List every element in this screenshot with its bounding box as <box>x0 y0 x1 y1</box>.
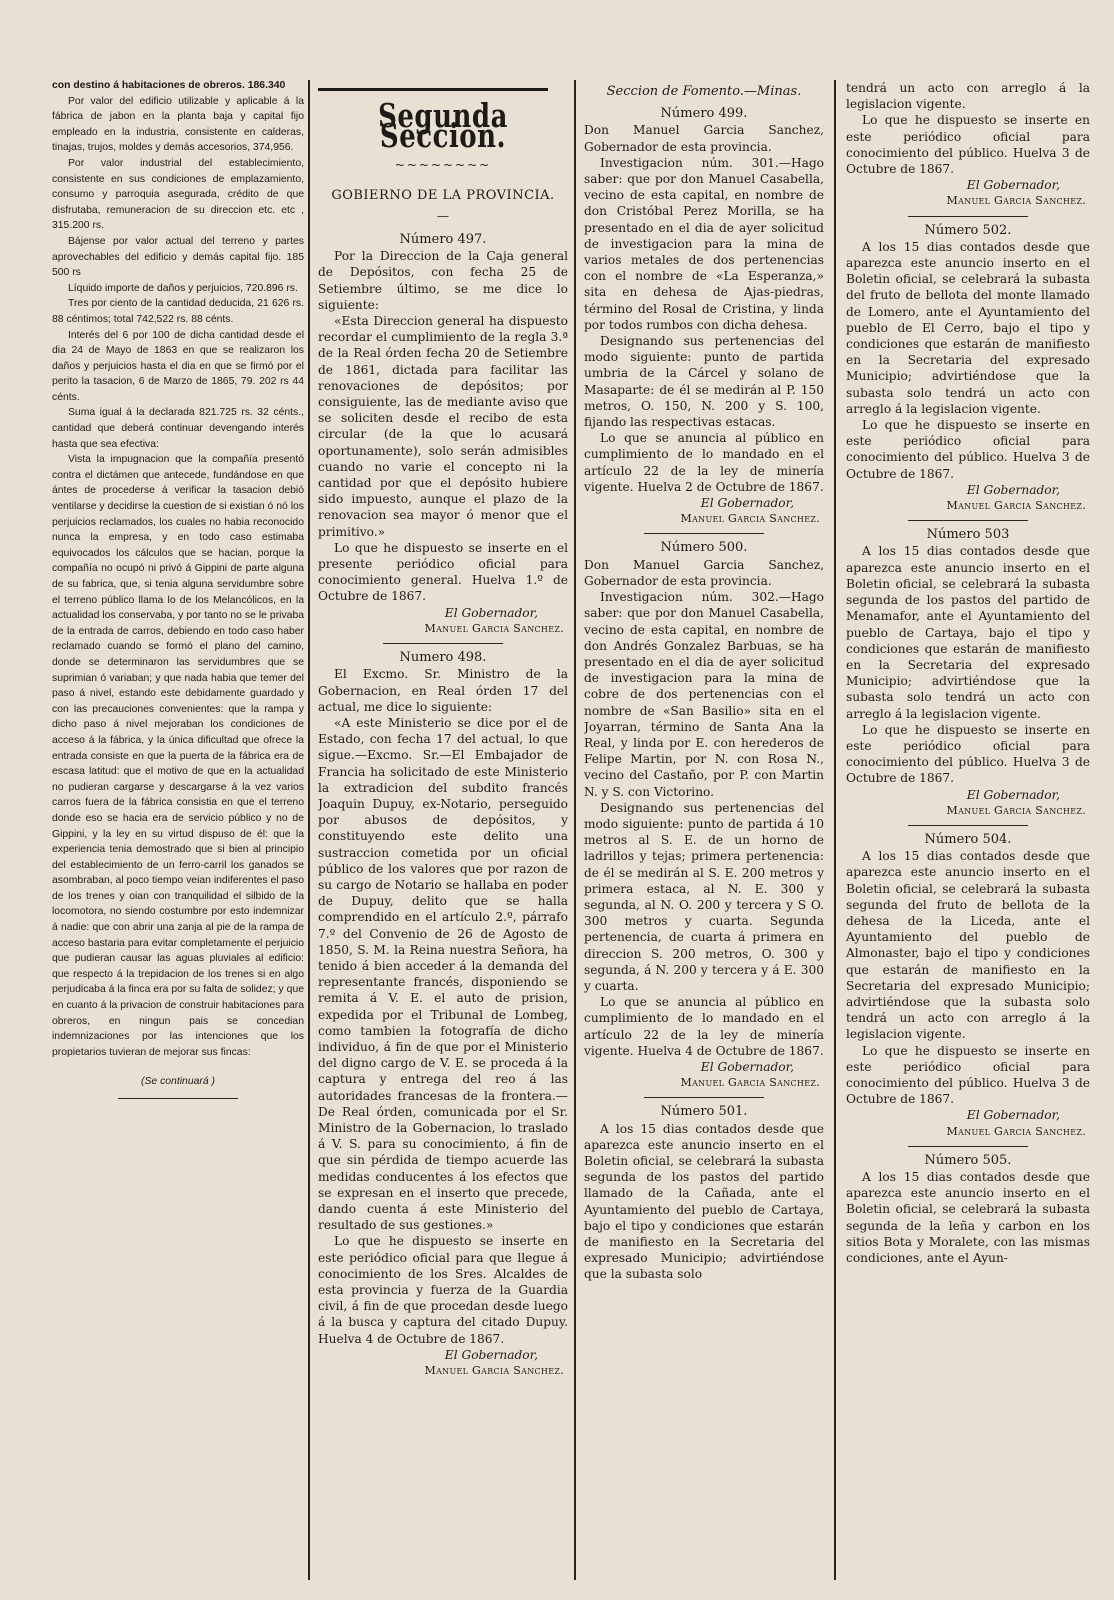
notice-number: Número 497. <box>399 232 487 248</box>
notice-number: Numero 498. <box>399 650 487 666</box>
signature-name: Manuel Garcia Sanchez. <box>424 1364 564 1378</box>
divider <box>318 88 548 91</box>
paragraph: Lo que he dispuesto se inserte en este periódico oficial para conocimiento del público. Huelva 3 de Octubre de 1867. <box>846 722 1090 786</box>
paragraph: Designando sus pertenencias del modo siguiente: punto de partida á 10 metros al S. E. de un horno de ladrillos y tejas; primera pertenencia: de él se medirán al S. E. 200 metros y primera estaca, al N. E. 300 y segunda, al N. O. 200 y tercera y S O. 300 metros y cuarta. Segunda pertenencia, de cuarta á primera en direccion S. 200 metros, O. 300 y segunda, á N. 200 y tercera y á E. 300 y cuarta. <box>584 800 824 993</box>
divider <box>644 1097 764 1098</box>
notice-number: Número 505. <box>924 1152 1012 1168</box>
notice-number: Número 500. <box>660 540 748 556</box>
column-3 <box>584 84 824 1588</box>
paragraph: «Esta Direccion general ha dispuesto recordar el cumplimiento de la regla 3.ª de la Real órden fecha 20 de Setiembre de 1861, dictada para facilitar las renovaciones de depósitos; por consiguiente, las de mediante aviso que se soliciten desde el recibo de esta circular (de la que lo acusará oportunamente), solo serán admisibles cuando no varie el concepto ni la cantidad por que el depósito hubiere sido impuesto, aunque el plazo de la renovacion sea mayor ó menor que el primitivo.» <box>318 314 568 539</box>
dash-separator: — <box>436 208 450 223</box>
paragraph: Lo que se anuncia al público en cumplimiento de lo mandado en el artículo 22 de la ley de minería vigente. Huelva 4 de Octubre de 1867. <box>584 995 824 1058</box>
paragraph: tendrá un acto con arreglo á la legislacion vigente. <box>846 81 1090 112</box>
divider <box>908 825 1028 826</box>
paragraph: Vista la impugnacion que la compañía presentó contra el dictámen que antecede, fundándose en que ántes de procederse á verificar la tasacion debió ventilarse y decidirse la cuestion de si existian ó nó los perjuicios reclamados, los cuales no habia reconocido nunca la empresa, y en todo caso estimaba equivocados los cálculos que se hacian, porque la compañía no ocupó ni privó á Gippini de parte alguna de su fabrica, que, si tenia alguna servidumbre sobre el terreno público llama lo de los Melancólicos, en la actualidad los conservaba, y por tanto no se le privaba de la entrada de carros, debiendo en todo caso haber reclamado cuando se formó el plano del camino, donde se determinaron las servidumbres que se suprimian ó variaban; y que nada habia que temer del paso á nivel, estando este debidamente guardado y con las precauciones convenientes: que la rampa y dicho paso á nivel mejoraban los condiciones de acceso á la fábrica, y la única dificultad que ofrece la entrada consiste en que la puerta de la fábrica era de escasa latitud: que el motivo de que en la actualidad no pudieran cargarse y descargarse á la vez varios carros fuera de la fábrica consistia en que el terreno donde eso se hacia era de servicio público y no de Gippini, y la ley en su virtud dispuso de él: que la experiencia tenia demostrado que si bien al principio del establecimiento de un ferro-carril los ganados se asombraban, al poco tiempo veian indiferentes el paso de los trenes y oian con tranquilidad el silbido de la locomotora, no siendo costumbre por esto indemnizar á nadie: que con abrir una zanja al pie de la rampa de acceso bastaria para evitar completamente el perjuicio que pudieran causar las aguas pluviales al edificio: que respecto á la trepidacion de los trenes si en algo perjudicaba á la finca era por su falta de solidez; y que en cuanto á la privacion de construir habitaciones para obreros, en ningun pais se concedian indemnizaciones por las intenciones que los propietarios tuvieran de mejorar sus fincas: <box>52 454 304 1058</box>
signature-title: El Gobernador, <box>700 496 794 511</box>
signature-title: El Gobernador, <box>966 787 1060 802</box>
paragraph: A los 15 dias contados desde que aparezca este anuncio inserto en el Boletin oficial, se celebrará la subasta segunda de la leña y carbon en los sitios Bota y Moralete, con las mismas condiciones, ante el Ayun- <box>846 1170 1090 1266</box>
paragraph: A los 15 dias contados desde que aparezca este anuncio inserto en el Boletin oficial, se celebrará la subasta segunda del fruto de bellota de la dehesa de la Liceda, ante el Ayuntamiento del pueblo de Almonaster, bajo el tipo y condiciones que estarán de manifiesto en la Secretaria del expresado Municipio; advirtiéndose que la subasta solo tendrá un acto con arreglo á la legislacion vigente. <box>846 849 1090 1042</box>
paragraph: Lo que he dispuesto se inserte en este periódico oficial para que llegue á conocimiento de los Sres. Alcaldes de esta provincia y fuerza de la Guardia civil, á fin de que procedan desde luego á la busca y captura del citado Dupuy. Huelva 4 de Octubre de 1867. <box>318 1234 568 1346</box>
paragraph: Lo que he dispuesto se inserte en este periódico oficial para conocimiento del público. Huelva 3 de Octubre de 1867. <box>846 418 1090 481</box>
signature-name: Manuel Garcia Sanchez. <box>946 194 1086 208</box>
signature-title: El Gobernador, <box>444 605 538 620</box>
column-2 <box>318 78 568 1588</box>
notice-number: Número 503 <box>926 527 1010 543</box>
paragraph: A los 15 dias contados desde que aparezca este anuncio inserto en el Boletin oficial, se celebrará la subasta del fruto de bellota del monte llamado de Lomero, ante el Ayuntamiento del pueblo de El Cerro, bajo el tipo y condiciones que estarán de manifiesto en la Secretaria del expresado Municipio; advirtiéndose que la subasta solo tendrá un acto con arreglo á la legislacion vigente. <box>846 239 1090 416</box>
signature-name: Manuel Garcia Sanchez. <box>680 1076 820 1090</box>
divider <box>908 216 1028 217</box>
section-heading: Seccion de Fomento.—Minas. <box>606 84 802 99</box>
divider <box>644 533 764 534</box>
column-rule <box>574 80 576 1580</box>
notice-number: Número 501. <box>660 1104 748 1120</box>
paragraph: El Excmo. Sr. Ministro de la Gobernacion, en Real órden 17 del actual, me dice lo siguiente: <box>318 667 568 714</box>
signature-name: Manuel Garcia Sanchez. <box>946 803 1086 817</box>
notice-number: Número 502. <box>924 222 1012 238</box>
paragraph: Lo que he dispuesto se inserte en este periódico oficial para conocimiento del público. Huelva 3 de Octubre de 1867. <box>846 1043 1090 1107</box>
paragraph: «A este Ministerio se dice por el de Estado, con fecha 17 del actual, lo que sigue.—Excmo. Sr.—El Embajador de Francia ha solicitado de este Ministerio la extradicion del subdito francés Joaquin Dupuy, ex-Notario, perseguido por abusos de depósitos, y constituyendo este delito una sustraccion cometida por un oficial público de los valores que por razon de su cargo de Notario se hallaba en poder de Dupuy, delito que se halla comprendido en el artículo 2.º, párrafo 7.º del Convenio de 26 de Agosto de 1850, S. M. la Reina nuestra Señora, ha tenido á bien acceder á la demanda del representante francés, disponiendo se remita á V. E. el auto de prision, expedida por el Tribunal de Lombeg, como tambien la fotografía de dicho individuo, á fin de que por el Ministerio del digno cargo de V. E. se proceda á la captura y entrega del reo á las autoridades francesas de la frontera.—De Real órden, comunicada por el Sr. Ministro de la Gobernacion, lo traslado á V. S. para su conocimiento, á fin de que sin pérdida de tiempo acuerde las medidas conducentes á los efectos que se expresan en el inserto que precede, dando cuenta á este Ministerio del resultado de sus gestiones.» <box>318 715 568 1233</box>
divider <box>118 1098 238 1099</box>
paragraph: Interés del 6 por 100 de dicha cantidad desde el dia 24 de Mayo de 1863 en que se realizaron los daños y perjuicios hasta el dia en que se firmó por el perito la tasacion, 6 de Marzo de 1865, 79. 202 rs 44 cénts. <box>52 329 304 403</box>
column-rule <box>308 80 310 1580</box>
notice-number: Número 504. <box>924 831 1012 847</box>
signature-title: El Gobernador, <box>966 482 1060 497</box>
signature-name: Manuel Garcia Sanchez. <box>946 499 1086 513</box>
government-heading: GOBIERNO DE LA PROVINCIA. <box>331 187 555 203</box>
paragraph: Lo que se anuncia al público en cumplimiento de lo mandado en el artículo 22 de la ley de minería vigente. Huelva 2 de Octubre de 1867. <box>584 431 824 494</box>
paragraph: Lo que he dispuesto se inserte en el presente periódico oficial para conocimiento general. Huelva 1.º de Octubre de 1867. <box>318 540 568 604</box>
paragraph: A los 15 dias contados desde que aparezca este anuncio inserto en el Boletin oficial, se celebrará la subasta segunda de los pastos del partido llamado de la Cañada, ante el Ayuntamiento del pueblo de Cartaya, bajo el tipo y condiciones que estarán de manifiesto en la Secretaria del expresado Municipio; advirtiéndose que la subasta solo <box>584 1121 824 1282</box>
column-rule <box>834 80 836 1580</box>
column-4 <box>846 80 1090 1588</box>
paragraph: Bájense por valor actual del terreno y partes aprovechables del edificio y demás capital fijo. 185 500 rs <box>52 235 304 279</box>
signature-name: Manuel Garcia Sanchez. <box>680 512 820 526</box>
signature-name: Manuel Garcia Sanchez. <box>424 621 564 635</box>
signature-title: El Gobernador, <box>700 1059 794 1074</box>
paragraph: Investigacion núm. 301.—Hago saber: que por don Manuel Casabella, vecino de esta capital, en nombre de don Cristóbal Perez Morilla, se ha presentado en el dia de ayer solicitud de investigacion para la mina de varios metales de dos pertenencias con el nombre de «La Esperanza,» sita en dehesa de Ajas-piedras, término del Rosal de Cristina, y linda por todos rumbos con dicha dehesa. <box>584 155 824 332</box>
signature-title: El Gobernador, <box>444 1347 538 1362</box>
paragraph: Líquido importe de daños y perjuicios, 720.896 rs. <box>68 282 298 294</box>
section-title: Segunda Seccion. <box>378 98 508 156</box>
paragraph: Investigacion núm. 302.—Hago saber: que por don Manuel Casabella, vecino de esta capital, en nombre de don Andrés Gonzalez Barbuas, se ha presentado en el dia de ayer solicitud de investigacion para la mina de cobre de dos pertenencias con el nombre de «San Basilio» sita en el Joyarran, término de Santa Ana la Real, y linda por E. con herederos de Felipe Martin, por N. con Rosa N., vecino del Castaño, por P. con Martin N. y S. con Victorino. <box>584 590 824 799</box>
paragraph: Don Manuel Garcia Sanchez, Gobernador de esta provincia. <box>584 557 824 588</box>
paragraph: Don Manuel Garcia Sanchez, Gobernador de esta provincia. <box>584 123 824 154</box>
divider <box>908 1146 1028 1147</box>
paragraph: Designando sus pertenencias del modo siguiente: punto de partida umbria de la Cárcel y solano de Masaparte: de él se medirán al P. 150 metros, O. 150, N. 200 y S. 100, fijando las respectivas estacas. <box>584 334 824 430</box>
ornament: ~~~~~~~~ <box>394 158 492 173</box>
signature-name: Manuel Garcia Sanchez. <box>946 1124 1086 1138</box>
paragraph: Por valor industrial del establecimiento, consistente en sus condiciones de emplazamiento, consumo y parroquia asegurada, crédito de que disfrutaba, remuneracion de su direccion etc. etc , 315.200 rs. <box>52 157 304 232</box>
continuation-note: (Se continuará ) <box>141 1076 215 1088</box>
paragraph: Suma igual á la declarada 821.725 rs. 32 cénts., cantidad que deberá continuar devengando interés hasta que sea efectiva: <box>52 407 304 450</box>
column-1 <box>52 78 304 1588</box>
divider <box>383 643 503 644</box>
paragraph: Tres por ciento de la cantidad deducida, 21 626 rs. 88 céntimos; total 742,522 rs. 88 cénts. <box>52 298 304 325</box>
signature-title: El Gobernador, <box>966 1108 1060 1123</box>
divider <box>908 520 1028 521</box>
paragraph: A los 15 dias contados desde que aparezca este anuncio inserto en el Boletin oficial, se celebrará la subasta segunda de los pastos del partido de Menamafor, ante el Ayuntamiento del pueblo de Cartaya, bajo el tipo y condiciones que estarán de manifiesto en la Secretaria del expresado Municipio; advirtiéndose que la subasta solo tendrá un acto con arreglo á la legislacion vigente. <box>846 544 1090 721</box>
paragraph: Por valor del edificio utilizable y aplicable á la fábrica de jabon en la planta baja y capital fijo empleado en la industria, consistente en calderas, tinajas, trujos, moldes y demás accesorios, 374,956. <box>52 95 304 154</box>
paragraph: Por la Direccion de la Caja general de Depósitos, con fecha 25 de Setiembre último, se me dice lo siguiente: <box>318 249 568 312</box>
signature-title: El Gobernador, <box>966 178 1060 193</box>
paragraph: con destino á habitaciones de obreros. 186.340 <box>52 80 286 91</box>
notice-number: Número 499. <box>660 106 748 122</box>
paragraph: Lo que he dispuesto se inserte en este periódico oficial para conocimiento del público. Huelva 3 de Octubre de 1867. <box>846 113 1090 177</box>
